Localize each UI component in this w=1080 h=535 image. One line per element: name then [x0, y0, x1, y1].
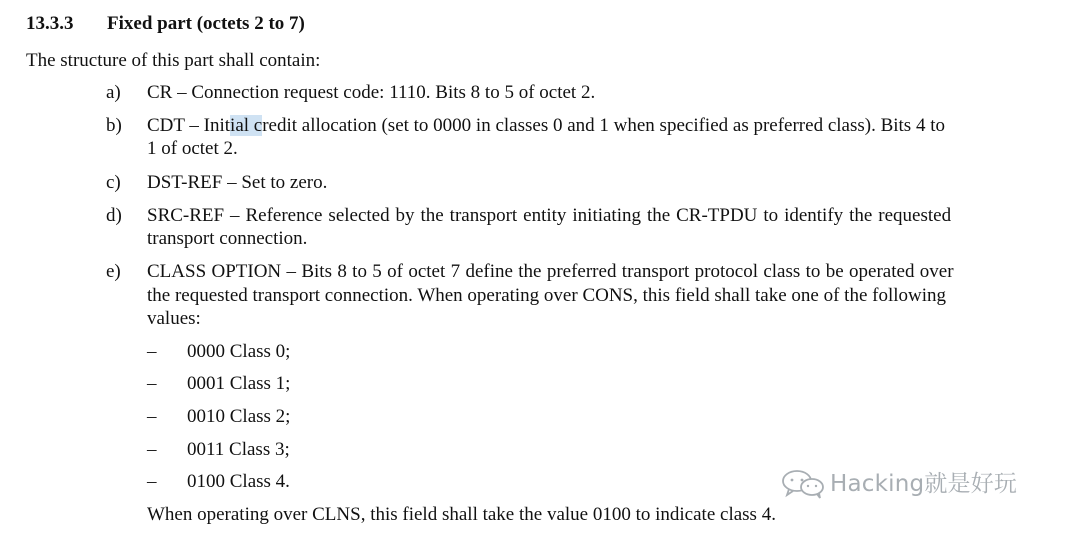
item-b-text-before: CDT – Init	[147, 115, 231, 136]
intro-text: The structure of this part shall contain:	[26, 50, 321, 71]
class-option-4: 0100 Class 4.	[187, 471, 290, 492]
item-letter-b: b)	[106, 115, 122, 136]
watermark-text: Hacking就是好玩	[830, 470, 1018, 497]
clns-note: When operating over CLNS, this field shall take the value 0100 to indicate class 4.	[147, 504, 776, 525]
list-dash: –	[147, 373, 157, 394]
section-number: 13.3.3	[26, 13, 74, 34]
text-selection-highlight[interactable]: ial c	[230, 115, 263, 136]
item-d-line-2: transport connection.	[147, 228, 308, 249]
list-dash: –	[147, 471, 157, 492]
item-b-line-1	[147, 114, 945, 137]
item-e-line-2: the requested transport connection. When operating over CONS, this field shall take one of the following	[147, 285, 947, 306]
watermark	[780, 467, 1017, 501]
class-option-2: 0010 Class 2;	[187, 406, 291, 427]
item-d-line-1: SRC-REF – Reference selected by the transport entity initiating the CR-TPDU to identify the requested	[147, 205, 952, 226]
item-b-text-after: redit allocation (set to 0000 in classes 0 and 1 when specified as preferred class). Bits 4 to	[262, 115, 945, 136]
list-dash: –	[147, 406, 157, 427]
class-option-0: 0000 Class 0;	[187, 341, 291, 362]
wechat-icon	[780, 469, 826, 499]
list-dash: –	[147, 341, 157, 362]
item-c-line-1: DST-REF – Set to zero.	[147, 172, 328, 193]
item-a-line-1: CR – Connection request code: 1110. Bits 8 to 5 of octet 2.	[147, 82, 596, 103]
item-letter-c: c)	[106, 172, 121, 193]
class-option-3: 0011 Class 3;	[187, 439, 290, 460]
list-dash: –	[147, 439, 157, 460]
item-e-line-1: CLASS OPTION – Bits 8 to 5 of octet 7 define the preferred transport protocol class to be operated over	[147, 261, 954, 282]
item-b-line-2: 1 of octet 2.	[147, 138, 238, 159]
item-letter-e: e)	[106, 261, 121, 282]
section-title: Fixed part (octets 2 to 7)	[107, 13, 305, 34]
class-option-1: 0001 Class 1;	[187, 373, 291, 394]
item-letter-d: d)	[106, 205, 122, 226]
item-e-line-3: values:	[147, 308, 201, 329]
item-letter-a: a)	[106, 82, 121, 103]
